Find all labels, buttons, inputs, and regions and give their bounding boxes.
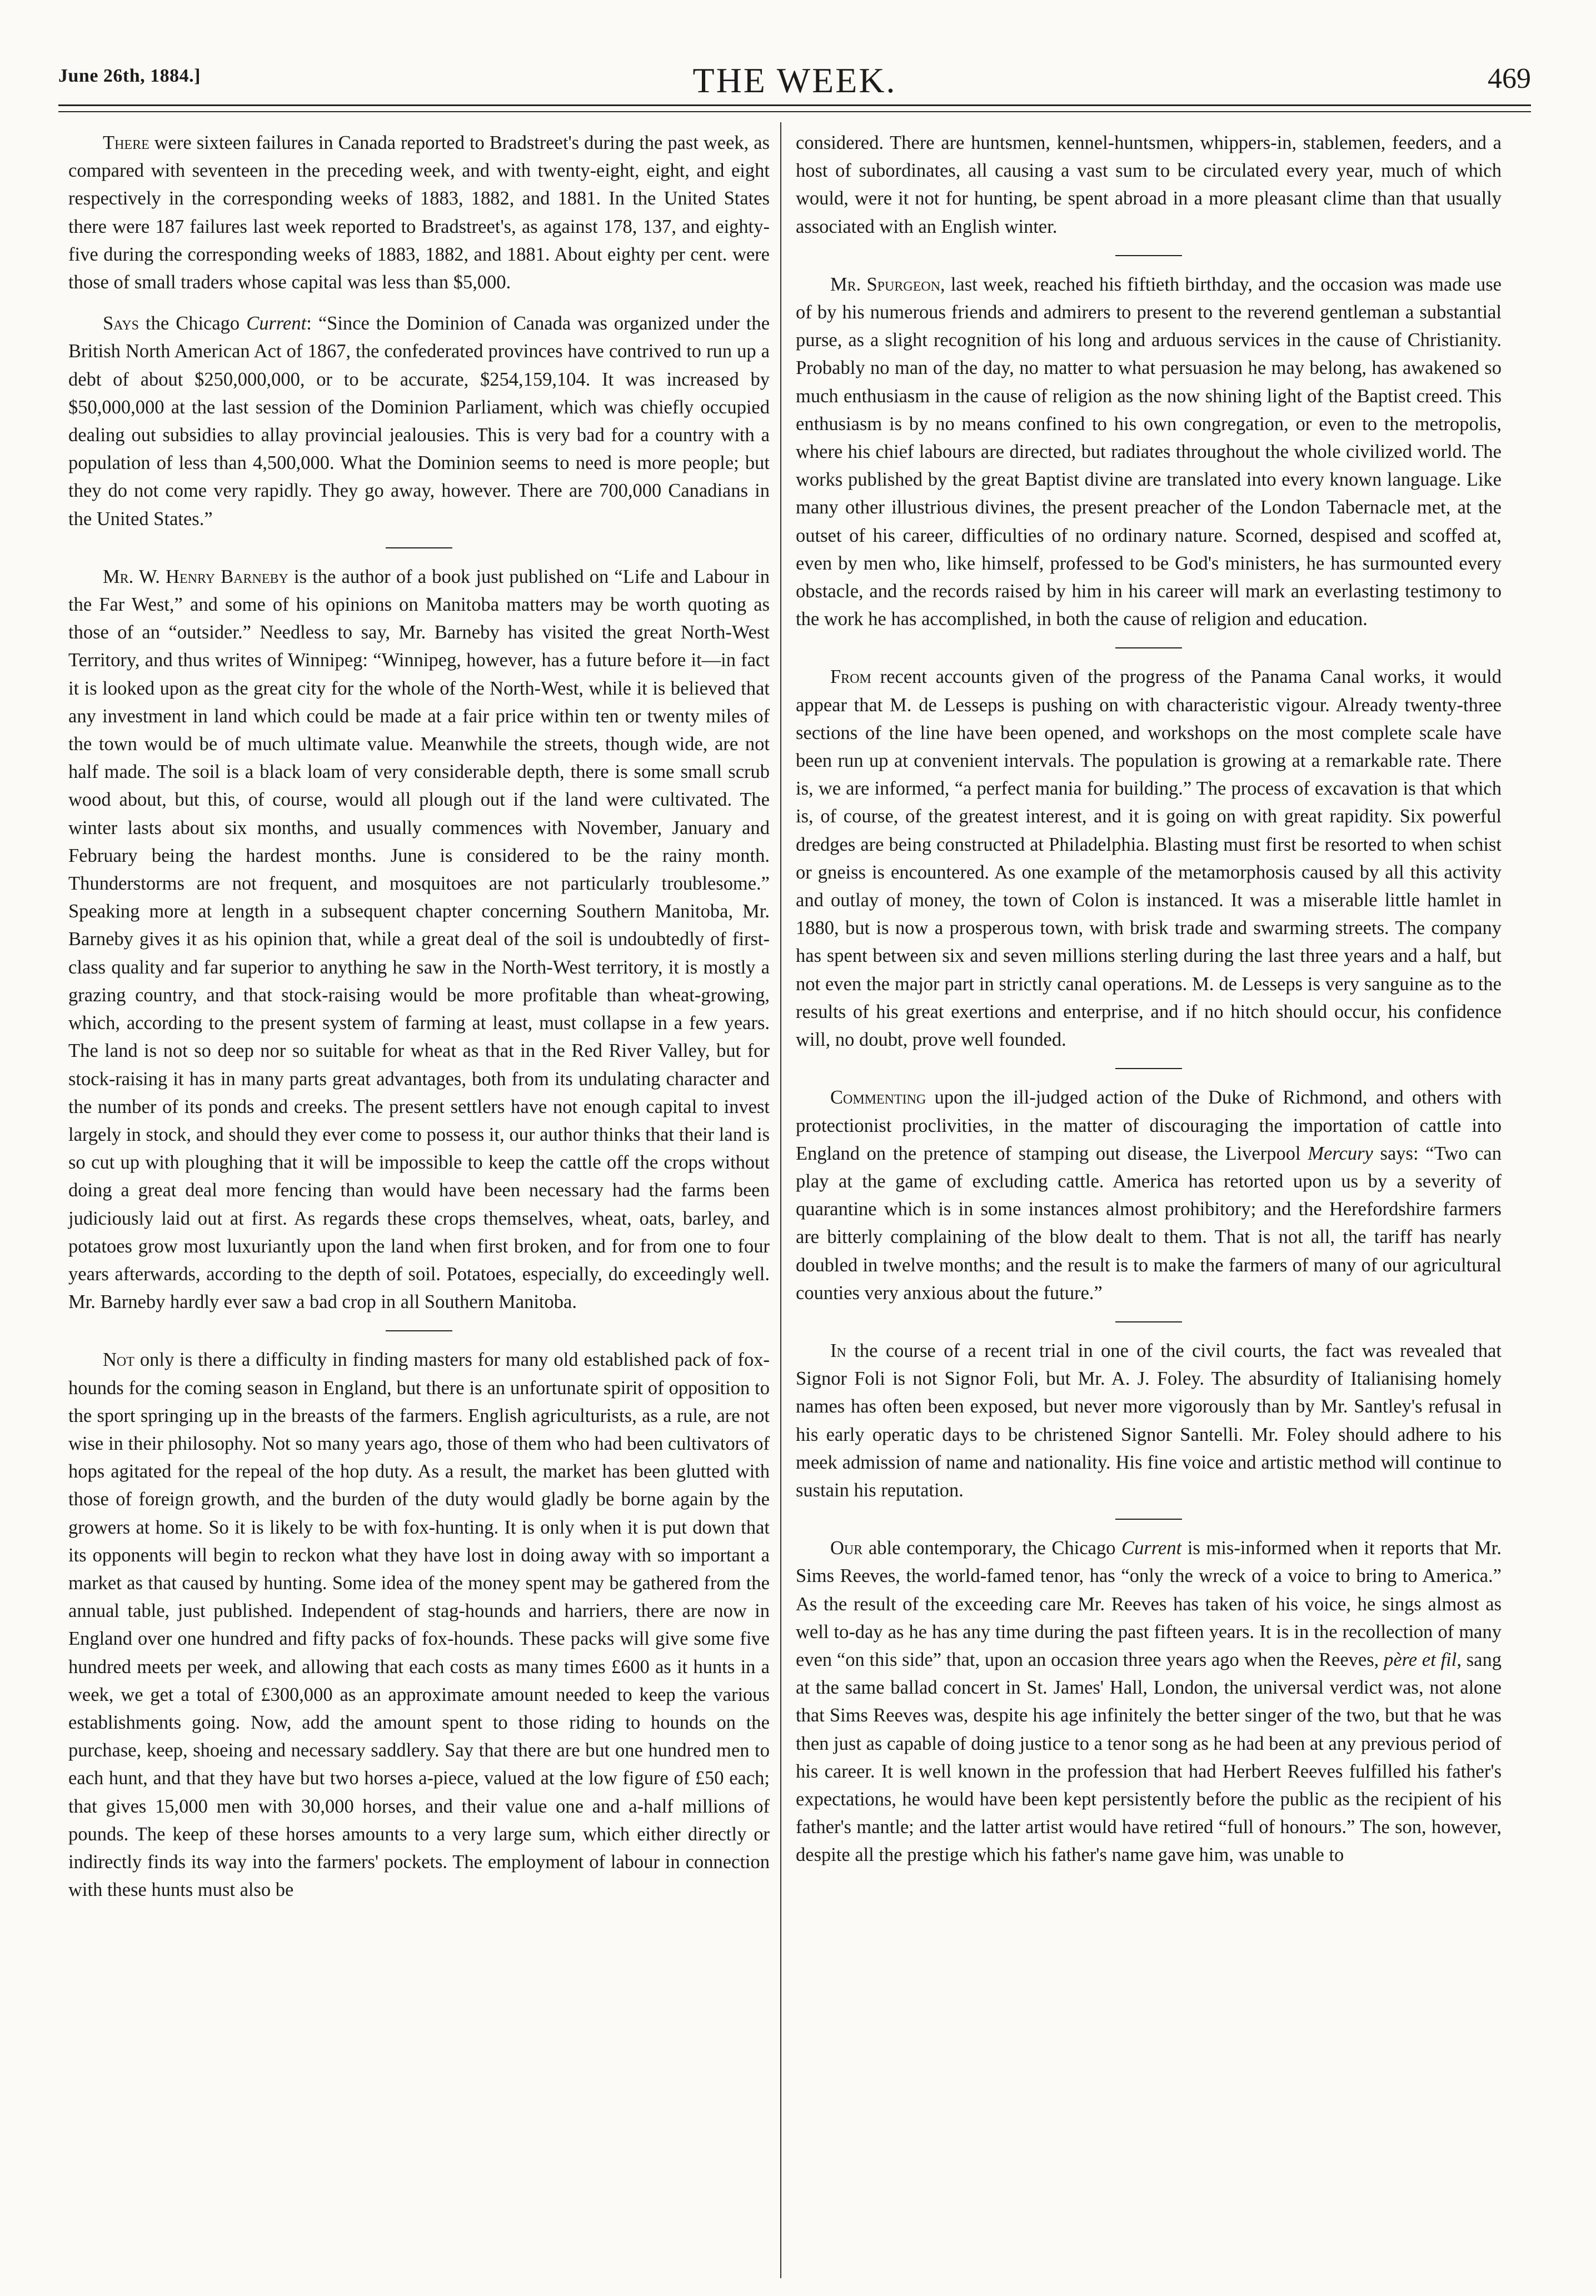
header-rule-top [58, 104, 1531, 106]
lead-word: Mr. Spurgeon, [830, 273, 945, 295]
article-separator [386, 547, 452, 548]
publication-name: Current [1121, 1538, 1182, 1559]
lead-word: In [830, 1340, 846, 1361]
lead-word: Mr. W. Henry Barneby [103, 566, 288, 587]
article-foxhounds [68, 1346, 770, 1904]
article-text: is mis-informed when it reports that Mr. Sims Reeves, the world-famed tenor, has “only the wreck of a voice to bring to America.” As the result of the exceeding care Mr. Reeves has taken of his voice, he sings almost as well to-day as he has any time during the past fifteen years. It is in the recollection of many even “on this side” that, upon an occasion three years ago when the Reeves, [796, 1538, 1502, 1670]
lead-word: There [103, 132, 149, 153]
right-column [796, 129, 1502, 1869]
article-richmond [796, 1084, 1502, 1307]
foreign-phrase: père et fil [1384, 1649, 1457, 1670]
article-reeves [796, 1534, 1502, 1869]
article-spurgeon [796, 271, 1502, 633]
article-text: last week, reached his fiftieth birthday, and the occasion was made use of by his numerous friends and admirers to present to the reverend gentleman a substantial purse, as a slight recognition of his long and arduous services in the cause of Christianity. Probably no man of the day, no matter to what persuasion he may belong, has awakened so much enthusiasm in the cause of religion as the now shining light of the Baptist creed. This enthusiasm is by no means confined to his own congregation, or even to the metropolis, where his chief labours are directed, but radiates throughout the whole civilized world. The works published by the great Baptist divine are translated into every known language. Like many other illustrious divines, the present preacher of the London Tabernacle met, at the outset of his career, difficulties of no ordinary nature. Scorned, despised and scoffed at, even by men who, like himself, professed to be God's ministers, he has surmounted every obstacle, and the records raised by him in his career will mark an everlasting testimony to the work he has accomplished, in both the cause of religion and education. [796, 273, 1502, 630]
masthead-title: THE WEEK. [692, 61, 897, 100]
article-text: recent accounts given of the progress of the Panama Canal works, it would appear that M. de Lesseps is pushing on with characteristic vigour. Already twenty-three sections of the line have been opened, and workshops on the most complete scale have been run up at convenient intervals. The population is growing at a remarkable rate. There is, we are informed, “a perfect mania for building.” The process of excavation is that which is, of course, of the greatest interest, and it is going on with great rapidity. Six powerful dredges are being constructed at Philadelphia. Blasting must first be resorted to when schist or gneiss is encountered. As one example of the metamorphosis caused by all this activity and outlay of money, the town of Colon is instanced. It was a miserable little hamlet in 1880, but is now a prosperous town, with brisk trade and swarming streets. The company has spent between six and seven millions sterling during the last three years and a half, but not even the major part in strictly canal operations. M. de Lesseps is very sanguine as to the results of his great exertions and enterprise, and if no hitch should occur, his confidence will, no doubt, prove well founded. [796, 666, 1502, 1051]
article-panama [796, 663, 1502, 1054]
issue-date: June 26th, 1884.] [58, 66, 201, 86]
article-text: were sixteen failures in Canada reported to Bradstreet's during the past week, as compared with seventeen in the preceding week, and with twenty-eight, eight, and eight respectively in the corresponding weeks of 1883, 1882, and 1881. In the United States there were 187 failures last week reported to Bradstreet's, as against 178, 137, and eighty-five during the corresponding weeks of 1883, 1882, and 1881. About eighty per cent. were those of small traders whose capital was less than $5,000. [68, 132, 770, 293]
header-rule-bottom [58, 111, 1531, 112]
article-text: , sang at the same ballad concert in St. James' Hall, London, the universal verdict was, not alone that Sims Reeves was, despite his age infinitely the better singer of the two, but that he was then just as capable of doing justice to a tenor song as he had been at any previous period of his career. It is well known in the profession that had Herbert Reeves fulfilled his father's expectations, he would have been kept persistently before the public as the recipient of his father's mantle; and the latter artist would have retired “full of honours.” The son, however, despite all the prestige which his father's name gave him, was unable to [796, 1649, 1502, 1866]
lead-word: Our [830, 1538, 863, 1559]
article-chicago-current [68, 310, 770, 533]
article-foli [796, 1337, 1502, 1504]
article-text: able contemporary, the Chicago [862, 1538, 1122, 1559]
article-separator [1115, 1519, 1182, 1520]
lead-word: Says [103, 313, 139, 335]
article-foxhounds-continued [796, 129, 1502, 241]
page-header [58, 60, 1531, 104]
article-separator [386, 1330, 452, 1331]
article-separator [1115, 255, 1182, 256]
article-barneby [68, 563, 770, 1316]
article-text: only is there a difficulty in finding masters for many old established pack of fox-hounds for the coming season in England, but there is an unfortunate spirit of opposition to the sport springing up in the breasts of the farmers. English agriculturists, as a rule, are not wise in their philosophy. Not so many years ago, those of them who had been cultivators of hops agitated for the repeal of the hop duty. As a result, the market has been glutted with those of foreign growth, and the burden of the duty would gladly be borne again by the growers at home. So it is likely to be with fox-hunting. It is only when it is put down that its opponents will begin to reckon what they have lost in doing away with so important a market as that caused by hunting. Some idea of the money spent may be gathered from the annual table, just published. Independent of stag-hounds and harriers, there are now in England over one hundred and fifty packs of fox-hounds. These packs will give some five hundred meets per week, and allowing that each costs as many times £600 as it hunts in a week, we get a total of £300,000 as an approximate amount needed to keep the various establishments going. Now, add the amount spent to those riding to hounds on the purchase, keep, shoeing and necessary saddlery. Say that there are but one hundred men to each hunt, and that they have but two horses a-piece, valued at the low figure of £50 each; that gives 15,000 men with 30,000 horses, and their value one and a-half millions of pounds. The keep of these horses amounts to a very large sum, which either directly or indirectly finds its way into the farmers' pockets. The employment of labour in connection with these hunts must also be [68, 1349, 770, 1901]
article-text: considered. There are huntsmen, kennel-huntsmen, whippers-in, stablemen, feeders, and a host of subordinates, all causing a vast sum to be circulated every year, much of which would, were it not for hunting, be spent abroad in a more pleasant clime than that usually associated with an English winter. [796, 132, 1502, 237]
article-text: the Chicago [139, 313, 247, 335]
lead-word: From [830, 666, 871, 688]
article-text: : “Since the Dominion of Canada was organized under the British North American Act of 1867, the confederated provinces have contrived to run up a debt of about $250,000,000, or to be accurate, $254,159,104. It was increased by $50,000,000 at the last session of the Dominion Parliament, which was chiefly occupied dealing out subsidies to allay provincial jealousies. This is very bad for a country with a population of less than 4,500,000. What the Dominion seems to need is more people; but they do not come very rapidly. They go away, however. There are 700,000 Canadians in the United States.” [68, 313, 770, 530]
lead-word: Commenting [830, 1087, 926, 1109]
article-text: the course of a recent trial in one of the civil courts, the fact was revealed that Signor Foli is not Signor Foli, but Mr. A. J. Foley. The absurdity of Italianising homely names has often been exposed, but never more vigorously than by Mr. Santley's refusal in his early operatic days to be christened Signor Santelli. Mr. Foley should adhere to his meek admission of name and nationality. His fine voice and artistic method will continue to sustain his reputation. [796, 1340, 1502, 1501]
article-failures [68, 129, 770, 296]
column-divider [780, 122, 781, 2278]
article-text: says: “Two can play at the game of excluding cattle. America has retorted upon us by a severity of quarantine which is in some instances almost prohibitory; and the Herefordshire farmers are bitterly complaining of the blow dealt to them. That is not all, the tariff has nearly doubled in twelve months; and the result is to make the farmers of many of our agricultural counties very anxious about the future.” [796, 1142, 1502, 1304]
page-number: 469 [1488, 63, 1531, 94]
article-text: upon the ill-judged action of the Duke of Richmond, and others with protectionist proclivities, in the matter of discouraging the importation of cattle into England on the pretence of stamping out disease, the Liverpool [796, 1087, 1502, 1164]
article-separator [1115, 1321, 1182, 1322]
article-separator [1115, 647, 1182, 648]
publication-name: Mercury [1308, 1142, 1373, 1164]
publication-name: Current [246, 313, 307, 335]
left-column [68, 129, 770, 1904]
lead-word: Not [103, 1349, 134, 1371]
article-separator [1115, 1068, 1182, 1069]
article-text: is the author of a book just published on “Life and Labour in the Far West,” and some of his opinions on Manitoba matters may be worth quoting as those of an “outsider.” Needless to say, Mr. Barneby has visited the great North-West Territory, and thus writes of Winnipeg: “Winnipeg, however, has a future before it—in fact it is looked upon as the great city for the whole of the North-West, while it is believed that any investment in land which could be made at a fair price within ten or twenty miles of the town would be of much ultimate value. Meanwhile the streets, though wide, are not half made. The soil is a black loam of very considerable depth, there is some small scrub wood about, but this, of course, would all plough out if the land were cultivated. The winter lasts about six months, and usually commences with November, January and February being the hardest months. June is considered to be the rainy month. Thunderstorms are not frequent, and mosquitoes are not particularly troublesome.” Speaking more at length in a subsequent chapter concerning Southern Manitoba, Mr. Barneby gives it as his opinion that, while a great deal of the soil is undoubtedly of first-class quality and far superior to anything he saw in the North-West territory, it is mostly a grazing country, and that stock-raising would be more profitable than wheat-growing, which, according to the present system of farming at least, must collapse in a few years. The land is not so deep nor so suitable for wheat as that in the Red River Valley, but for stock-raising it has in many parts great advantages, both from its undulating character and the number of its ponds and creeks. The present settlers have not enough capital to invest largely in stock, and should they ever come to possess it, our author thinks that their land is so cut up with ploughing that it will be impossible to keep the cattle off the crops without doing a great deal more fencing than would have been necessary had the farms been judiciously laid out at first. As regards these crops themselves, wheat, oats, barley, and potatoes grow most luxuriantly upon the land when first broken, and for from one to four years afterwards, according to the depth of soil. Potatoes, especially, do exceedingly well. Mr. Barneby hardly ever saw a bad crop in all Southern Manitoba. [68, 566, 770, 1313]
